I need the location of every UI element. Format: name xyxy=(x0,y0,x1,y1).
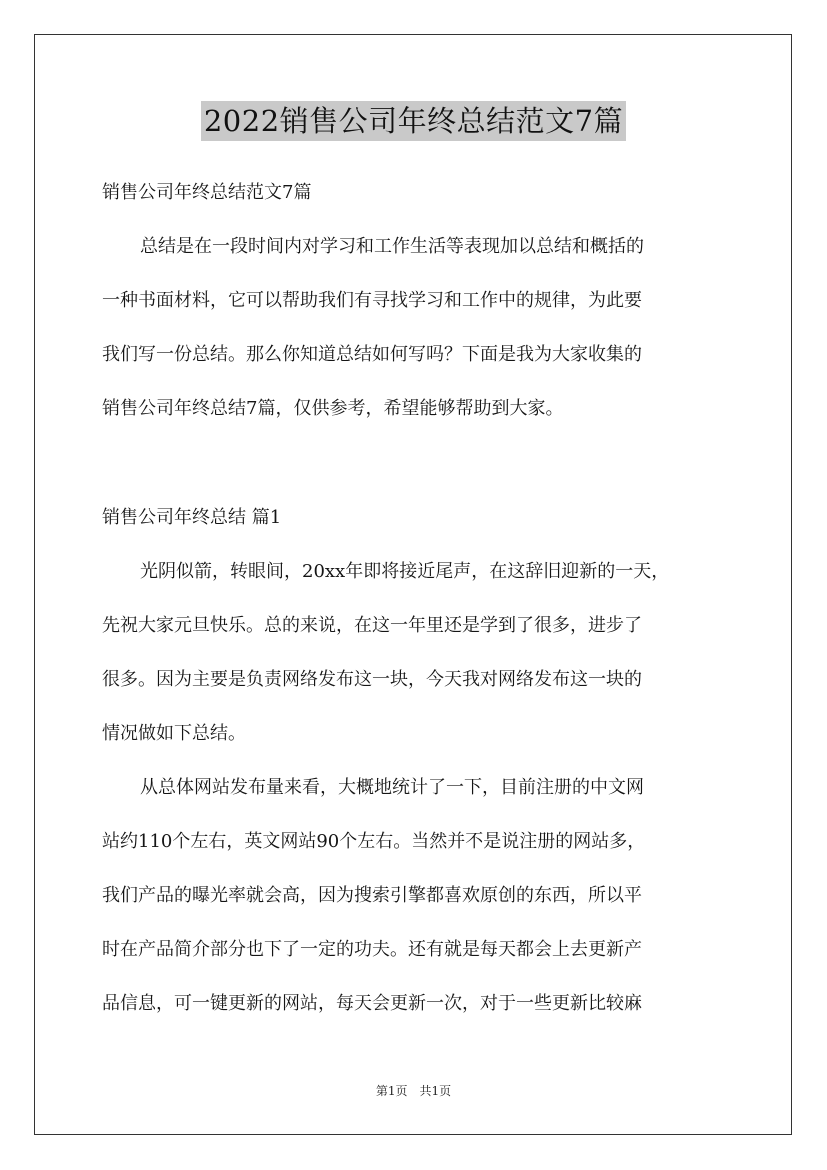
paragraph-line: 总结是在一段时间内对学习和工作生活等表现加以总结和概括的 xyxy=(140,236,644,257)
paragraph-line: 品信息，可一键更新的网站，每天会更新一次，对于一些更新比较麻 xyxy=(102,993,642,1014)
paragraph-line: 光阴似箭，转眼间，20xx年即将接近尾声，在这辞旧迎新的一天， xyxy=(140,561,670,582)
paragraph-line: 情况做如下总结。 xyxy=(102,723,246,744)
title-container xyxy=(0,101,827,141)
paragraph-line: 从总体网站发布量来看，大概地统计了一下，目前注册的中文网 xyxy=(140,777,644,798)
subtitle-line: 销售公司年终总结范文7篇 xyxy=(102,182,312,203)
document-title: 2022销售公司年终总结范文7篇 xyxy=(201,101,626,141)
paragraph-line: 很多。因为主要是负责网络发布这一块，今天我对网络发布这一块的 xyxy=(102,669,642,690)
paragraph-line: 销售公司年终总结7篇，仅供参考，希望能够帮助到大家。 xyxy=(102,398,564,419)
page-number: 第1页 共1页 xyxy=(375,1084,452,1098)
paragraph-line: 我们写一份总结。那么你知道总结如何写吗？下面是我为大家收集的 xyxy=(102,344,642,365)
paragraph-line: 时在产品简介部分也下了一定的功夫。还有就是每天都会上去更新产 xyxy=(102,939,642,960)
paragraph-line: 我们产品的曝光率就会高，因为搜索引擎都喜欢原创的东西，所以平 xyxy=(102,885,642,906)
paragraph-line: 先祝大家元旦快乐。总的来说，在这一年里还是学到了很多，进步了 xyxy=(102,615,642,636)
paragraph-line: 站约110个左右，英文网站90个左右。当然并不是说注册的网站多， xyxy=(102,831,646,852)
section-heading: 销售公司年终总结 篇1 xyxy=(102,507,282,528)
paragraph-line: 一种书面材料，它可以帮助我们有寻找学习和工作中的规律，为此要 xyxy=(102,290,642,311)
